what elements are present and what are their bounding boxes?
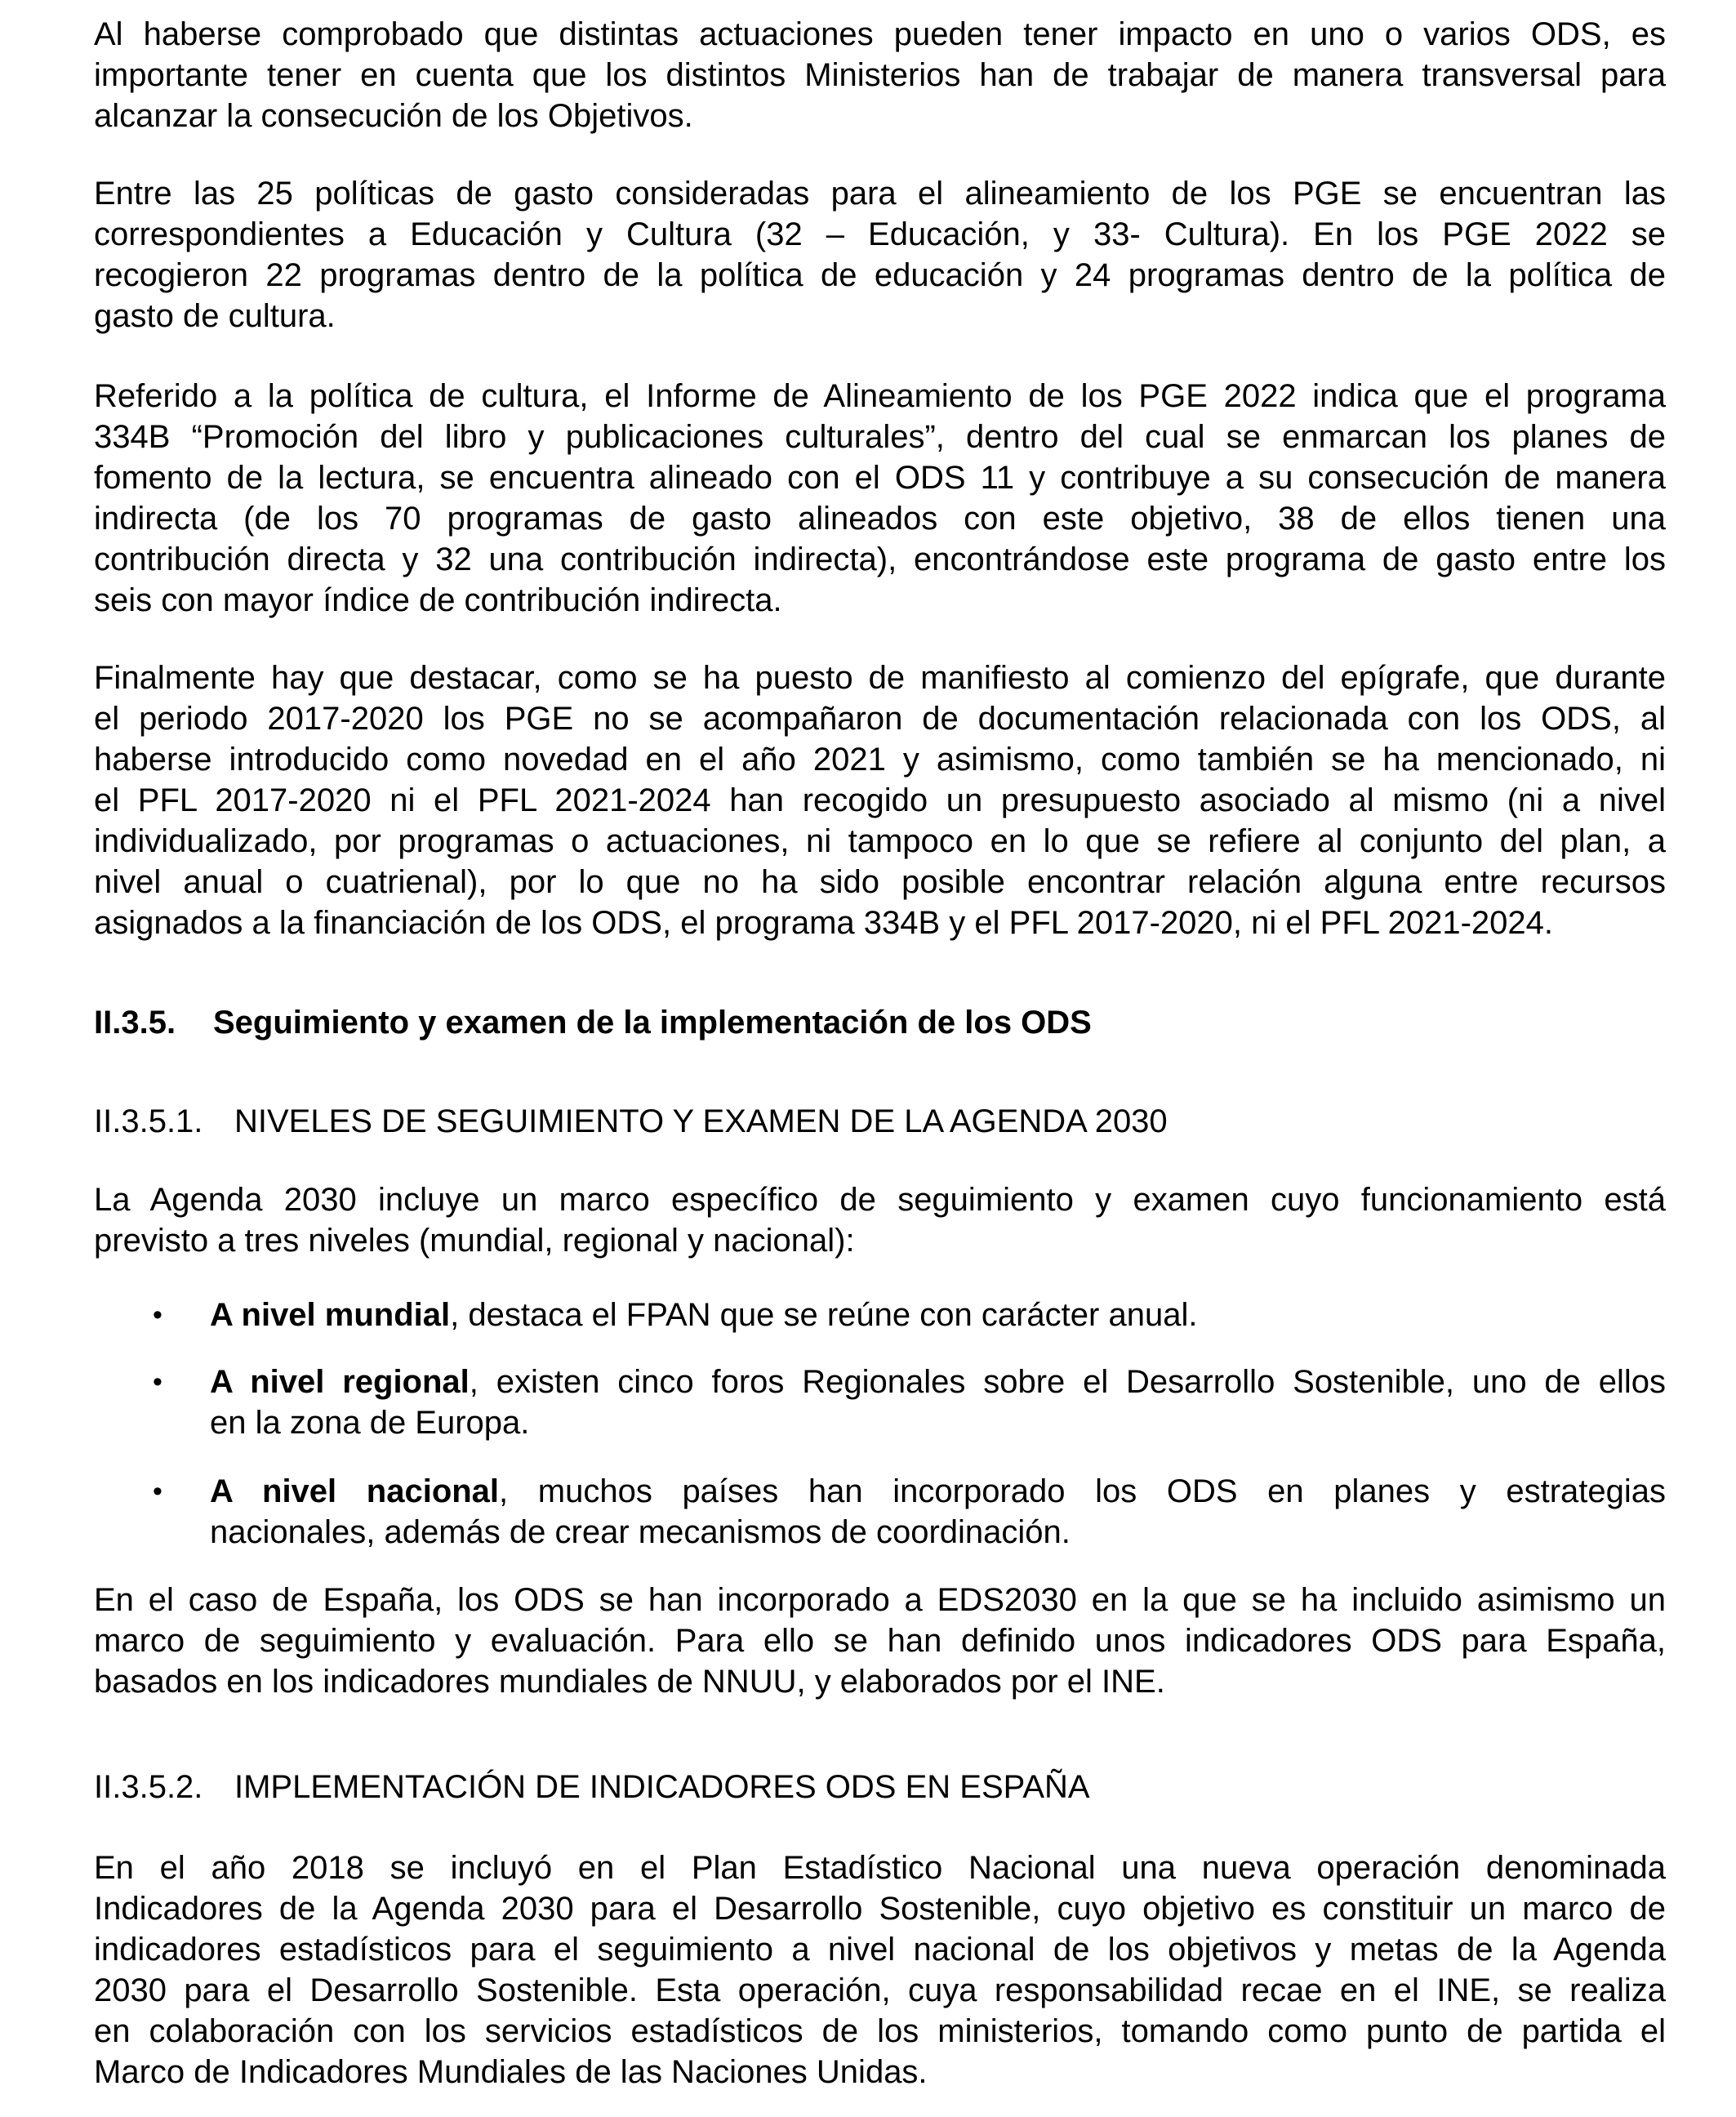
text-line: en colaboración con los servicios estadísticos de los ministerios, tomando como punto de partida el [94,2013,1666,2049]
text-line: alcanzar la consecución de los Objetivos. [94,98,693,134]
text-line: En el año 2018 se incluyó en el Plan Estadístico Nacional una nueva operación denominada [94,1850,1666,1886]
text-line: indicadores estadísticos para el seguimiento a nivel nacional de los objetivos y metas de la Agenda [94,1932,1666,1968]
bullet-text: , existen cinco foros Regionales sobre el Desarrollo Sostenible, uno de ellos [469,1364,1667,1400]
bullet-icon: • [153,1476,162,1507]
bullet-item-nacional [94,1471,1666,1553]
bullet-icon: • [153,1366,162,1397]
text-line: previsto a tres niveles (mundial, regional y nacional): [94,1223,855,1259]
subheading-1-number: II.3.5.1. [94,1103,203,1139]
paragraph-5 [94,1179,1666,1261]
text-line: La Agenda 2030 incluye un marco específico de seguimiento y examen cuyo funcionamiento está [94,1182,1666,1218]
bullet-icon: • [153,1299,162,1330]
text-line: el PFL 2017-2020 ni el PFL 2021-2024 han recogido un presupuesto asociado al mismo (ni a nivel [94,782,1666,818]
section-heading-title: Seguimiento y examen de la implementación de los ODS [213,1005,1092,1041]
text-line: contribución directa y 32 una contribución indirecta), encontrándose este programa de gasto entre los [94,542,1666,577]
text-line: 334B “Promoción del libro y publicaciones culturales”, dentro del cual se enmarcan los planes de [94,419,1666,455]
bullet-lead: A nivel regional [210,1364,470,1400]
paragraph-4 [94,657,1666,943]
bullet-text: , destaca el FPAN que se reúne con carácter anual. [450,1297,1198,1333]
text-line: individualizado, por programas o actuaciones, ni tampoco en lo que se refiere al conjunto del plan, a [94,823,1666,859]
text-line: recogieron 22 programas dentro de la política de educación y 24 programas dentro de la política de [94,257,1666,293]
text-line: Indicadores de la Agenda 2030 para el Desarrollo Sostenible, cuyo objetivo es constituir un marco de [94,1891,1666,1927]
text-line: Finalmente hay que destacar, como se ha puesto de manifiesto al comienzo del epígrafe, que durante [94,660,1666,696]
text-line: Al haberse comprobado que distintas actuaciones pueden tener impacto en uno o varios ODS, es [94,16,1666,52]
text-line: Referido a la política de cultura, el Informe de Alineamiento de los PGE 2022 indica que el programa [94,378,1666,414]
paragraph-7 [94,1847,1666,2092]
text-line: En el caso de España, los ODS se han incorporado a EDS2030 en la que se ha incluido asimismo un [94,1582,1666,1618]
paragraph-3 [94,376,1666,621]
text-line: marco de seguimiento y evaluación. Para ello se han definido unos indicadores ODS para España, [94,1623,1666,1659]
text-line: el periodo 2017-2020 los PGE no se acompañaron de documentación relacionada con los ODS, al [94,701,1666,737]
subheading-2-number: II.3.5.2. [94,1769,203,1805]
text-line: indirecta (de los 70 programas de gasto alineados con este objetivo, 38 de ellos tienen una [94,501,1666,537]
text-line: seis con mayor índice de contribución indirecta. [94,582,782,618]
bullet-text-cont: nacionales, además de crear mecanismos de coordinación. [210,1514,1071,1550]
bullet-lead: A nivel nacional [210,1473,500,1509]
text-line: importante tener en cuenta que los distintos Ministerios han de trabajar de manera transversal para [94,57,1666,93]
text-line: nivel anual o cuatrienal), por lo que no ha sido posible encontrar relación alguna entre recursos [94,864,1666,900]
bullet-item-regional [94,1362,1666,1443]
text-line: Entre las 25 políticas de gasto consideradas para el alineamiento de los PGE se encuentran las [94,176,1666,212]
subheading-2-title: IMPLEMENTACIÓN DE INDICADORES ODS EN ESPAÑA [234,1769,1090,1805]
text-line: haberse introducido como novedad en el año 2021 y asimismo, como también se ha mencionado, ni [94,742,1666,778]
paragraph-2 [94,173,1666,336]
section-heading-number: II.3.5. [94,1005,176,1041]
paragraph-6 [94,1580,1666,1702]
text-line: gasto de cultura. [94,298,336,334]
paragraph-1 [94,14,1666,136]
bullet-item-mundial [94,1295,1666,1335]
bullet-text-cont: en la zona de Europa. [210,1405,530,1441]
text-line: 2030 para el Desarrollo Sostenible. Esta operación, cuya responsabilidad recae en el INE, se realiza [94,1972,1666,2008]
text-line: Marco de Indicadores Mundiales de las Naciones Unidas. [94,2054,928,2090]
subheading-1-title: NIVELES DE SEGUIMIENTO Y EXAMEN DE LA AGENDA 2030 [234,1103,1168,1139]
text-line: basados en los indicadores mundiales de NNUU, y elaborados por el INE. [94,1664,1165,1700]
bullet-lead: A nivel mundial [210,1297,451,1333]
text-line: correspondientes a Educación y Cultura (32 – Educación, y 33- Cultura). En los PGE 2022 se [94,216,1666,252]
bullet-text: , muchos países han incorporado los ODS en planes y estrategias [499,1473,1667,1509]
text-line: asignados a la financiación de los ODS, el programa 334B y el PFL 2017-2020, ni el PFL 2021-2024. [94,905,1554,941]
text-line: fomento de la lectura, se encuentra alineado con el ODS 11 y contribuye a su consecución de manera [94,460,1666,496]
